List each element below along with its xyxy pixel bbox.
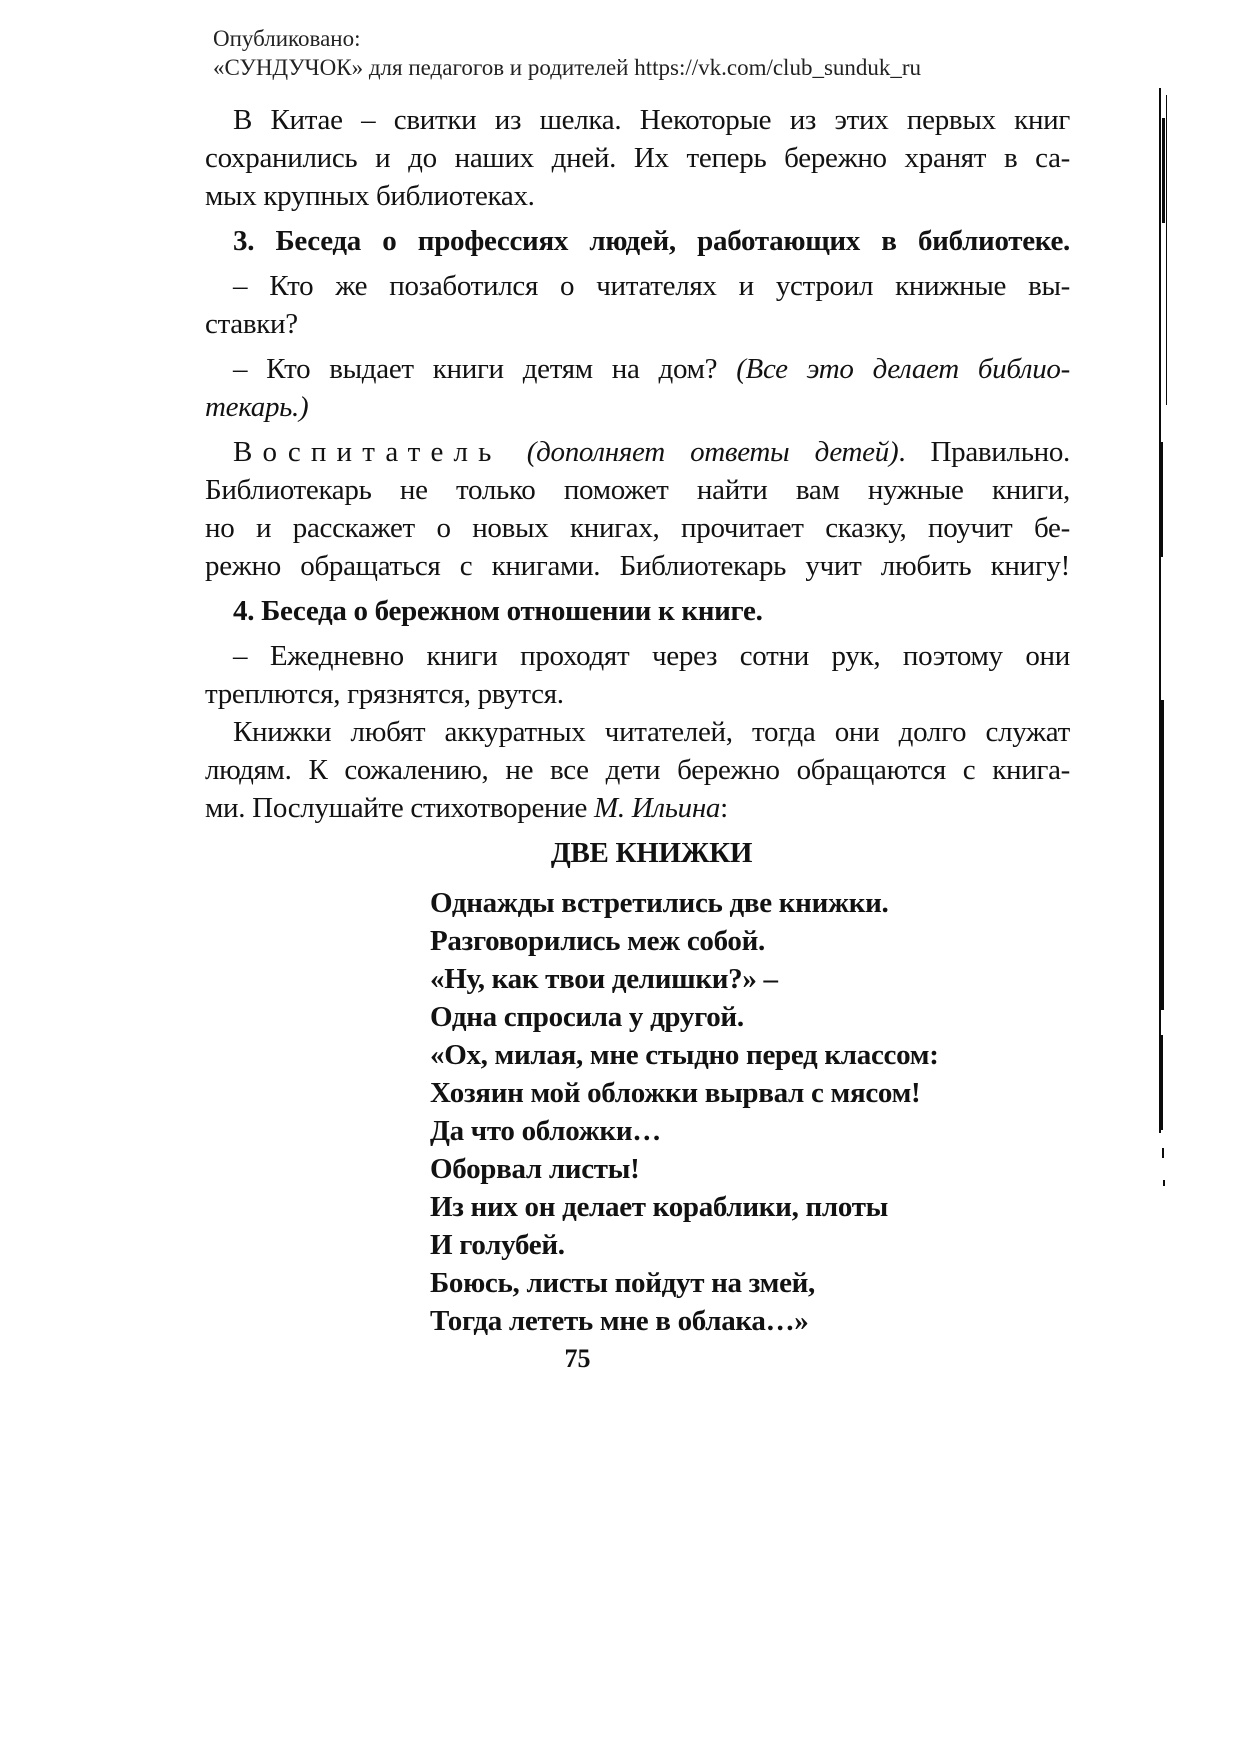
artifact-segment (1160, 442, 1163, 557)
text-segment: Хозяин мой обложки вырвал с мясом! (430, 1077, 921, 1109)
poem-line (205, 1226, 1070, 1264)
text-segment: Оборвал листы! (430, 1153, 640, 1185)
poem-line (205, 1112, 1070, 1150)
poem-line (205, 1036, 1070, 1074)
text-segment: режно обращаться с книгами. Библиотекарь учит любить книгу! (205, 550, 1070, 582)
text-segment: треплются, грязнятся, рвутся. (205, 678, 564, 710)
text-line (205, 547, 1070, 585)
text-segment: : (720, 792, 728, 824)
artifact-segment (1162, 1148, 1164, 1158)
artifact-segment (1159, 700, 1164, 885)
text-line (205, 350, 1070, 388)
text-segment: Да что обложки… (430, 1115, 661, 1147)
text-segment: В Китае – свитки из шелка. Некоторые из этих первых книг (233, 104, 1070, 136)
text-segment: . Правильно. (898, 436, 1070, 468)
artifact-segment (1161, 1035, 1163, 1130)
artifact-segment (1162, 118, 1165, 223)
text-line (205, 267, 1070, 305)
text-segment: Тогда лететь мне в облака…» (430, 1305, 809, 1337)
text-line (205, 177, 1070, 215)
publication-header (213, 24, 921, 82)
document-body (205, 101, 1070, 1340)
artifact-segment (1163, 1180, 1165, 1186)
text-segment: но и расскажет о новых книгах, прочитает сказку, поучит бе- (205, 512, 1070, 544)
text-line (205, 675, 1070, 713)
poem-line (205, 1264, 1070, 1302)
poem-line (205, 922, 1070, 960)
text-segment: 4. Беседа о бережном отношении к книге. (233, 595, 763, 627)
poem-line (205, 960, 1070, 998)
text-segment: «Ох, милая, мне стыдно перед классом: (430, 1039, 939, 1071)
artifact-segment (1166, 95, 1167, 405)
text-segment: 3. Беседа о профессиях людей, работающих в библиотеке. (233, 225, 1070, 257)
section-heading (205, 592, 1070, 630)
poem-title (219, 834, 1084, 872)
poem-line (205, 1302, 1070, 1340)
artifact-segment (1160, 885, 1164, 1010)
poem-line (205, 884, 1070, 922)
text-line (205, 433, 1070, 471)
text-segment (502, 436, 527, 468)
text-segment: Боюсь, листы пойдут на змей, (430, 1267, 815, 1299)
text-line (205, 713, 1070, 751)
text-line (205, 751, 1070, 789)
published-source: «СУНДУЧОК» для педагогов и родителей https://vk.com/club_sunduk_ru (213, 55, 922, 80)
text-line (205, 388, 1070, 426)
text-segment: Однажды встретились две книжки. (430, 887, 889, 919)
text-segment: Разговорились меж собой. (430, 925, 765, 957)
text-segment: ДВЕ КНИЖКИ (550, 837, 753, 869)
text-line (205, 471, 1070, 509)
poem-line (205, 998, 1070, 1036)
poem-line (205, 1150, 1070, 1188)
text-segment: мых крупных библиотеках. (205, 180, 535, 212)
text-segment: Одна спросила у другой. (430, 1001, 744, 1033)
page-number: 75 (564, 1344, 591, 1373)
text-line (205, 139, 1070, 177)
text-line (205, 305, 1070, 343)
published-label: Опубликовано: (213, 26, 361, 51)
text-line (205, 509, 1070, 547)
section-heading (205, 222, 1070, 260)
text-segment: людям. К сожалению, не все дети бережно обращаются с книга- (205, 754, 1070, 786)
text-line (205, 101, 1070, 139)
text-segment: ми. Послушайте стихотворение (205, 792, 594, 824)
text-segment: – Ежедневно книги проходят через сотни рук, поэтому они (233, 640, 1070, 672)
text-segment: Из них он делает кораблики, плоты (430, 1191, 888, 1223)
poem-line (205, 1188, 1070, 1226)
text-segment: Воспитатель (233, 436, 502, 468)
text-segment: Библиотекарь не только поможет найти вам нужные книги, (205, 474, 1070, 506)
text-segment: – Кто выдает книги детям на дом? (233, 353, 737, 385)
poem-line (205, 1074, 1070, 1112)
text-segment: текарь.) (205, 391, 309, 423)
text-segment: сохранились и до наших дней. Их теперь бережно хранят в са- (205, 142, 1070, 174)
text-segment: И голубей. (430, 1229, 565, 1261)
text-segment: (Все это делает библио- (736, 353, 1070, 385)
text-segment: «Ну, как твои делишки?» – (430, 963, 778, 995)
text-segment: – Кто же позаботился о читателях и устроил книжные вы- (233, 270, 1070, 302)
text-line (205, 637, 1070, 675)
text-segment: Книжки любят аккуратных читателей, тогда они долго служат (233, 716, 1070, 748)
text-segment: М. Ильина (593, 792, 721, 824)
text-segment: ставки? (205, 308, 298, 340)
text-segment: (дополняет ответы детей) (526, 436, 899, 468)
text-line (205, 789, 1070, 827)
